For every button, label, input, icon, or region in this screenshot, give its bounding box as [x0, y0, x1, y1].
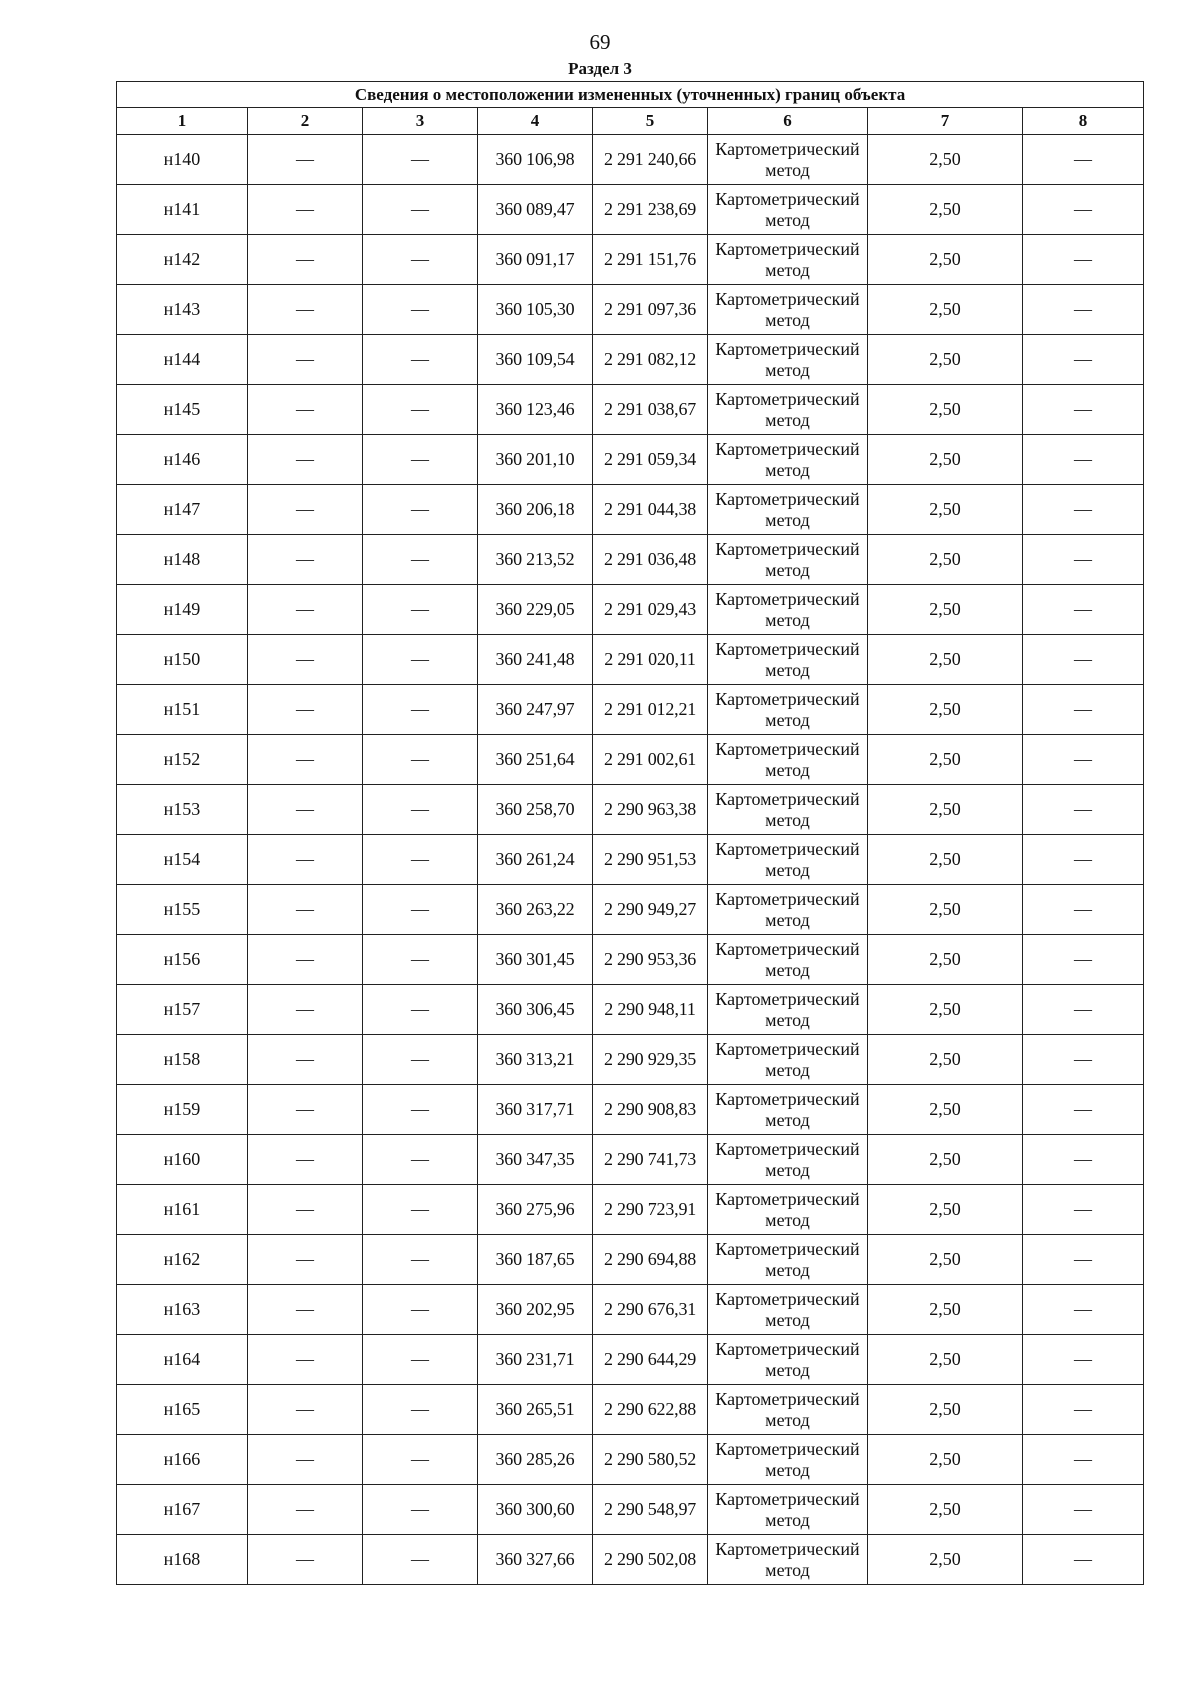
method-cell: Картометрический метод [708, 185, 868, 235]
empty-value-cell: — [248, 685, 363, 735]
empty-value-cell: — [1023, 1435, 1144, 1485]
table-row [117, 935, 1144, 985]
point-cell: н168 [117, 1535, 248, 1585]
point-cell: н143 [117, 285, 248, 335]
point-cell: н162 [117, 1235, 248, 1285]
accuracy-cell: 2,50 [868, 1435, 1023, 1485]
empty-value-cell: — [248, 785, 363, 835]
empty-value-cell: — [363, 1085, 478, 1135]
accuracy-cell: 2,50 [868, 1485, 1023, 1535]
empty-value-cell: — [248, 535, 363, 585]
point-cell: н163 [117, 1285, 248, 1335]
empty-value-cell: — [248, 1535, 363, 1585]
coordinate-y-cell: 2 290 929,35 [593, 1035, 708, 1085]
table-row [117, 885, 1144, 935]
coordinate-x-cell: 360 109,54 [478, 335, 593, 385]
table-row [117, 1335, 1144, 1385]
accuracy-cell: 2,50 [868, 935, 1023, 985]
coordinate-y-cell: 2 291 029,43 [593, 585, 708, 635]
method-cell: Картометрический метод [708, 685, 868, 735]
empty-value-cell: — [1023, 1085, 1144, 1135]
coordinate-y-cell: 2 290 949,27 [593, 885, 708, 935]
empty-value-cell: — [363, 1535, 478, 1585]
empty-value-cell: — [363, 785, 478, 835]
empty-value-cell: — [363, 235, 478, 285]
point-cell: н150 [117, 635, 248, 685]
column-number: 1 [117, 108, 248, 135]
table-row [117, 535, 1144, 585]
column-number: 8 [1023, 108, 1144, 135]
coordinate-y-cell: 2 291 240,66 [593, 135, 708, 185]
accuracy-cell: 2,50 [868, 1285, 1023, 1335]
column-number-row [117, 108, 1144, 135]
accuracy-cell: 2,50 [868, 1185, 1023, 1235]
empty-value-cell: — [1023, 185, 1144, 235]
method-cell: Картометрический метод [708, 1135, 868, 1185]
coordinate-y-cell: 2 291 151,76 [593, 235, 708, 285]
coordinate-y-cell: 2 291 002,61 [593, 735, 708, 785]
table-caption: Сведения о местоположении измененных (уточненных) границ объекта [117, 82, 1144, 108]
method-cell: Картометрический метод [708, 1285, 868, 1335]
coordinate-x-cell: 360 106,98 [478, 135, 593, 185]
empty-value-cell: — [248, 1285, 363, 1335]
accuracy-cell: 2,50 [868, 1235, 1023, 1285]
table-row [117, 135, 1144, 185]
coordinate-x-cell: 360 317,71 [478, 1085, 593, 1135]
empty-value-cell: — [363, 835, 478, 885]
method-cell: Картометрический метод [708, 235, 868, 285]
page-number: 69 [589, 30, 611, 54]
accuracy-cell: 2,50 [868, 835, 1023, 885]
accuracy-cell: 2,50 [868, 885, 1023, 935]
method-cell: Картометрический метод [708, 935, 868, 985]
empty-value-cell: — [1023, 485, 1144, 535]
table-row [117, 1185, 1144, 1235]
empty-value-cell: — [1023, 935, 1144, 985]
accuracy-cell: 2,50 [868, 535, 1023, 585]
point-cell: н156 [117, 935, 248, 985]
coordinate-x-cell: 360 258,70 [478, 785, 593, 835]
coordinate-x-cell: 360 201,10 [478, 435, 593, 485]
accuracy-cell: 2,50 [868, 735, 1023, 785]
coordinate-y-cell: 2 291 238,69 [593, 185, 708, 235]
accuracy-cell: 2,50 [868, 235, 1023, 285]
empty-value-cell: — [363, 585, 478, 635]
empty-value-cell: — [248, 435, 363, 485]
method-cell: Картометрический метод [708, 535, 868, 585]
accuracy-cell: 2,50 [868, 485, 1023, 535]
method-cell: Картометрический метод [708, 135, 868, 185]
coordinate-y-cell: 2 291 097,36 [593, 285, 708, 335]
empty-value-cell: — [1023, 835, 1144, 885]
table-row [117, 985, 1144, 1035]
empty-value-cell: — [363, 435, 478, 485]
empty-value-cell: — [363, 1235, 478, 1285]
coordinate-y-cell: 2 290 953,36 [593, 935, 708, 985]
empty-value-cell: — [363, 885, 478, 935]
coordinate-y-cell: 2 290 644,29 [593, 1335, 708, 1385]
point-cell: н151 [117, 685, 248, 735]
coordinate-x-cell: 360 206,18 [478, 485, 593, 535]
empty-value-cell: — [363, 485, 478, 535]
point-cell: н165 [117, 1385, 248, 1435]
coordinate-y-cell: 2 290 723,91 [593, 1185, 708, 1235]
empty-value-cell: — [363, 1435, 478, 1485]
empty-value-cell: — [1023, 335, 1144, 385]
point-cell: н141 [117, 185, 248, 235]
empty-value-cell: — [363, 1135, 478, 1185]
empty-value-cell: — [248, 385, 363, 435]
coordinate-x-cell: 360 313,21 [478, 1035, 593, 1085]
accuracy-cell: 2,50 [868, 785, 1023, 835]
method-cell: Картометрический метод [708, 335, 868, 385]
coordinate-y-cell: 2 291 059,34 [593, 435, 708, 485]
empty-value-cell: — [363, 685, 478, 735]
empty-value-cell: — [1023, 235, 1144, 285]
empty-value-cell: — [1023, 785, 1144, 835]
table-row [117, 485, 1144, 535]
empty-value-cell: — [1023, 1235, 1144, 1285]
coordinate-y-cell: 2 290 948,11 [593, 985, 708, 1035]
accuracy-cell: 2,50 [868, 285, 1023, 335]
point-cell: н161 [117, 1185, 248, 1235]
accuracy-cell: 2,50 [868, 435, 1023, 485]
accuracy-cell: 2,50 [868, 185, 1023, 235]
method-cell: Картометрический метод [708, 1235, 868, 1285]
table-row [117, 585, 1144, 635]
table-row [117, 685, 1144, 735]
table-row [117, 1385, 1144, 1435]
empty-value-cell: — [1023, 135, 1144, 185]
empty-value-cell: — [248, 835, 363, 885]
column-number: 2 [248, 108, 363, 135]
empty-value-cell: — [363, 1485, 478, 1535]
table-row [117, 735, 1144, 785]
table-row [117, 785, 1144, 835]
coordinate-y-cell: 2 290 580,52 [593, 1435, 708, 1485]
method-cell: Картометрический метод [708, 785, 868, 835]
empty-value-cell: — [1023, 635, 1144, 685]
empty-value-cell: — [1023, 735, 1144, 785]
empty-value-cell: — [1023, 285, 1144, 335]
empty-value-cell: — [248, 1385, 363, 1435]
coordinate-x-cell: 360 261,24 [478, 835, 593, 885]
empty-value-cell: — [248, 1135, 363, 1185]
accuracy-cell: 2,50 [868, 1385, 1023, 1435]
coordinate-x-cell: 360 213,52 [478, 535, 593, 585]
table-row [117, 185, 1144, 235]
coordinate-x-cell: 360 123,46 [478, 385, 593, 435]
accuracy-cell: 2,50 [868, 1085, 1023, 1135]
coordinate-x-cell: 360 091,17 [478, 235, 593, 285]
empty-value-cell: — [1023, 385, 1144, 435]
empty-value-cell: — [1023, 435, 1144, 485]
coordinate-x-cell: 360 251,64 [478, 735, 593, 785]
empty-value-cell: — [248, 285, 363, 335]
coordinate-y-cell: 2 290 548,97 [593, 1485, 708, 1535]
empty-value-cell: — [363, 285, 478, 335]
coordinate-x-cell: 360 306,45 [478, 985, 593, 1035]
table-row [117, 385, 1144, 435]
coordinate-y-cell: 2 290 694,88 [593, 1235, 708, 1285]
method-cell: Картометрический метод [708, 835, 868, 885]
column-number: 5 [593, 108, 708, 135]
empty-value-cell: — [1023, 985, 1144, 1035]
coordinate-y-cell: 2 290 951,53 [593, 835, 708, 885]
column-number: 3 [363, 108, 478, 135]
empty-value-cell: — [248, 185, 363, 235]
empty-value-cell: — [363, 535, 478, 585]
empty-value-cell: — [363, 1035, 478, 1085]
accuracy-cell: 2,50 [868, 1335, 1023, 1385]
coordinate-x-cell: 360 275,96 [478, 1185, 593, 1235]
method-cell: Картометрический метод [708, 435, 868, 485]
empty-value-cell: — [363, 135, 478, 185]
empty-value-cell: — [363, 1385, 478, 1435]
method-cell: Картометрический метод [708, 285, 868, 335]
method-cell: Картометрический метод [708, 1335, 868, 1385]
table-row [117, 1285, 1144, 1335]
coordinate-y-cell: 2 291 012,21 [593, 685, 708, 735]
point-cell: н160 [117, 1135, 248, 1185]
empty-value-cell: — [248, 135, 363, 185]
coordinate-y-cell: 2 291 082,12 [593, 335, 708, 385]
column-number: 7 [868, 108, 1023, 135]
empty-value-cell: — [363, 185, 478, 235]
point-cell: н145 [117, 385, 248, 435]
empty-value-cell: — [248, 635, 363, 685]
coordinate-x-cell: 360 301,45 [478, 935, 593, 985]
coordinate-x-cell: 360 187,65 [478, 1235, 593, 1285]
empty-value-cell: — [363, 1285, 478, 1335]
point-cell: н158 [117, 1035, 248, 1085]
empty-value-cell: — [363, 1335, 478, 1385]
table-row [117, 1235, 1144, 1285]
method-cell: Картометрический метод [708, 1085, 868, 1135]
empty-value-cell: — [1023, 535, 1144, 585]
method-cell: Картометрический метод [708, 1035, 868, 1085]
section-title: Раздел 3 [568, 59, 632, 78]
coordinate-x-cell: 360 327,66 [478, 1535, 593, 1585]
coordinate-y-cell: 2 290 908,83 [593, 1085, 708, 1135]
accuracy-cell: 2,50 [868, 1535, 1023, 1585]
point-cell: н164 [117, 1335, 248, 1385]
method-cell: Картометрический метод [708, 585, 868, 635]
accuracy-cell: 2,50 [868, 1035, 1023, 1085]
table-row [117, 1485, 1144, 1535]
method-cell: Картометрический метод [708, 1535, 868, 1585]
coordinate-x-cell: 360 202,95 [478, 1285, 593, 1335]
empty-value-cell: — [1023, 1535, 1144, 1585]
table-row [117, 1435, 1144, 1485]
accuracy-cell: 2,50 [868, 385, 1023, 435]
table-row [117, 1135, 1144, 1185]
table-row [117, 435, 1144, 485]
empty-value-cell: — [248, 1085, 363, 1135]
method-cell: Картометрический метод [708, 635, 868, 685]
empty-value-cell: — [248, 235, 363, 285]
accuracy-cell: 2,50 [868, 335, 1023, 385]
accuracy-cell: 2,50 [868, 135, 1023, 185]
table-row [117, 285, 1144, 335]
empty-value-cell: — [363, 735, 478, 785]
table-body [117, 135, 1144, 1585]
empty-value-cell: — [1023, 1335, 1144, 1385]
accuracy-cell: 2,50 [868, 635, 1023, 685]
coordinate-y-cell: 2 290 502,08 [593, 1535, 708, 1585]
coordinate-y-cell: 2 290 741,73 [593, 1135, 708, 1185]
empty-value-cell: — [248, 585, 363, 635]
method-cell: Картометрический метод [708, 1485, 868, 1535]
point-cell: н154 [117, 835, 248, 885]
coordinate-x-cell: 360 300,60 [478, 1485, 593, 1535]
point-cell: н140 [117, 135, 248, 185]
empty-value-cell: — [363, 385, 478, 435]
point-cell: н153 [117, 785, 248, 835]
method-cell: Картометрический метод [708, 985, 868, 1035]
accuracy-cell: 2,50 [868, 985, 1023, 1035]
empty-value-cell: — [248, 1035, 363, 1085]
coordinate-x-cell: 360 265,51 [478, 1385, 593, 1435]
empty-value-cell: — [248, 1335, 363, 1385]
empty-value-cell: — [248, 1485, 363, 1535]
coordinate-x-cell: 360 089,47 [478, 185, 593, 235]
method-cell: Картометрический метод [708, 1385, 868, 1435]
empty-value-cell: — [248, 985, 363, 1035]
accuracy-cell: 2,50 [868, 685, 1023, 735]
coordinate-y-cell: 2 291 038,67 [593, 385, 708, 435]
method-cell: Картометрический метод [708, 1435, 868, 1485]
empty-value-cell: — [363, 985, 478, 1035]
empty-value-cell: — [248, 485, 363, 535]
coordinate-x-cell: 360 285,26 [478, 1435, 593, 1485]
point-cell: н155 [117, 885, 248, 935]
point-cell: н166 [117, 1435, 248, 1485]
empty-value-cell: — [1023, 1135, 1144, 1185]
point-cell: н157 [117, 985, 248, 1035]
point-cell: н142 [117, 235, 248, 285]
empty-value-cell: — [363, 1185, 478, 1235]
empty-value-cell: — [1023, 1485, 1144, 1535]
coordinate-y-cell: 2 290 676,31 [593, 1285, 708, 1335]
empty-value-cell: — [363, 635, 478, 685]
empty-value-cell: — [363, 335, 478, 385]
table-row [117, 635, 1144, 685]
point-cell: н149 [117, 585, 248, 635]
empty-value-cell: — [1023, 885, 1144, 935]
table-row [117, 1085, 1144, 1135]
table-row [117, 1535, 1144, 1585]
empty-value-cell: — [1023, 1035, 1144, 1085]
coordinate-x-cell: 360 105,30 [478, 285, 593, 335]
column-number: 6 [708, 108, 868, 135]
empty-value-cell: — [248, 885, 363, 935]
accuracy-cell: 2,50 [868, 585, 1023, 635]
empty-value-cell: — [248, 735, 363, 785]
column-number: 4 [478, 108, 593, 135]
empty-value-cell: — [248, 1235, 363, 1285]
coordinate-y-cell: 2 291 020,11 [593, 635, 708, 685]
empty-value-cell: — [1023, 1385, 1144, 1435]
table-row [117, 1035, 1144, 1085]
coordinate-x-cell: 360 241,48 [478, 635, 593, 685]
coordinate-x-cell: 360 347,35 [478, 1135, 593, 1185]
point-cell: н148 [117, 535, 248, 585]
empty-value-cell: — [1023, 685, 1144, 735]
method-cell: Картометрический метод [708, 1185, 868, 1235]
point-cell: н144 [117, 335, 248, 385]
accuracy-cell: 2,50 [868, 1135, 1023, 1185]
method-cell: Картометрический метод [708, 885, 868, 935]
coordinate-x-cell: 360 231,71 [478, 1335, 593, 1385]
empty-value-cell: — [248, 935, 363, 985]
method-cell: Картометрический метод [708, 385, 868, 435]
coordinate-y-cell: 2 291 036,48 [593, 535, 708, 585]
method-cell: Картометрический метод [708, 485, 868, 535]
table-row [117, 235, 1144, 285]
point-cell: н167 [117, 1485, 248, 1535]
coordinate-y-cell: 2 290 622,88 [593, 1385, 708, 1435]
coordinate-x-cell: 360 263,22 [478, 885, 593, 935]
point-cell: н159 [117, 1085, 248, 1135]
table-header [117, 82, 1144, 135]
empty-value-cell: — [363, 935, 478, 985]
empty-value-cell: — [1023, 585, 1144, 635]
point-cell: н146 [117, 435, 248, 485]
point-cell: н147 [117, 485, 248, 535]
coordinate-x-cell: 360 229,05 [478, 585, 593, 635]
method-cell: Картометрический метод [708, 735, 868, 785]
empty-value-cell: — [248, 335, 363, 385]
coordinate-x-cell: 360 247,97 [478, 685, 593, 735]
point-cell: н152 [117, 735, 248, 785]
coordinates-table [116, 81, 1144, 1585]
empty-value-cell: — [1023, 1185, 1144, 1235]
table-row [117, 335, 1144, 385]
table-row [117, 835, 1144, 885]
coordinate-y-cell: 2 290 963,38 [593, 785, 708, 835]
empty-value-cell: — [248, 1435, 363, 1485]
empty-value-cell: — [1023, 1285, 1144, 1335]
empty-value-cell: — [248, 1185, 363, 1235]
coordinate-y-cell: 2 291 044,38 [593, 485, 708, 535]
